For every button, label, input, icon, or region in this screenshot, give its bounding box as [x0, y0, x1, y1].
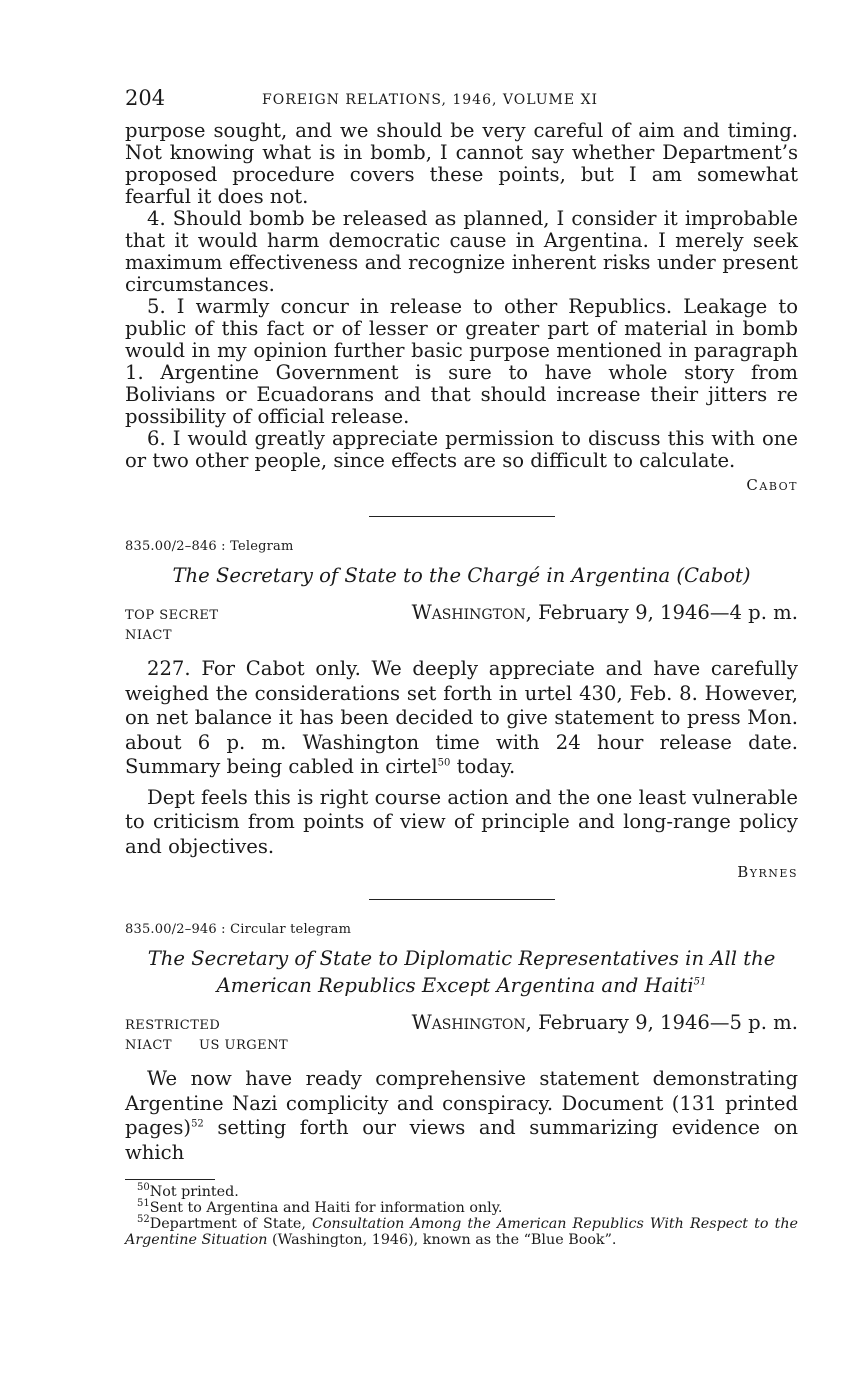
signature-cabot: Cabot	[746, 476, 798, 494]
priority: NIACT US URGENT	[125, 1038, 289, 1053]
paragraph-2: Dept feels this is right course action and the one least vulnerable to criticism from points of view of principle and long-range policy and objectives.	[125, 785, 798, 858]
document-title: The Secretary of State to the Chargé in Argentina (Cabot)	[172, 564, 751, 587]
footnote-number: 50	[137, 1182, 150, 1194]
document-title-text: The Secretary of State to Diplomatic Representatives in All the American Republics Except Argentina and Haiti	[147, 947, 776, 997]
document-2	[125, 539, 798, 881]
footnote-text: Department of State,	[149, 1216, 312, 1232]
dateline-date: , February 9, 1946—4 p. m.	[525, 601, 798, 624]
paragraph-4: 4. Should bomb be released as planned, I consider it improbable that it would harm democratic cause in Argentina. I merely seek maximum effectiveness and recognize inherent risks under present circumstances.	[125, 207, 798, 296]
footnote-ref-52: 52	[191, 1118, 204, 1130]
dateline-place: Washington	[411, 1011, 526, 1034]
footnote-number: 51	[137, 1198, 150, 1210]
dateline-place: Washington	[411, 601, 526, 624]
paragraph-1-end: setting forth our views and summarizing evidence on which	[125, 1116, 798, 1164]
footnote-50	[125, 1184, 798, 1200]
paragraph-1-text: 227. For Cabot only. We deeply appreciate and have carefully weighed the considerations set forth in urtel 430, Feb. 8. However, on net balance it has been decided to give statement to press Mon. about 6 p. m. Washington time with 24 hour release date. Summary being cabled in cirtel	[125, 657, 798, 778]
file-reference: 835.00/2–946 : Circular telegram	[125, 922, 352, 937]
dateline	[412, 1011, 798, 1034]
document-3	[125, 922, 798, 1165]
paragraph-1-text: We now have ready comprehensive statement demonstrating Argentine Nazi complicity and conspiracy. Document (131 printed pages)	[125, 1067, 798, 1139]
dateline-row	[125, 601, 798, 624]
paragraph-5: 5. I warmly concur in release to other Republics. Leakage to public of this fact or of lesser or greater part of material in bomb would in my opinion further basic purpose mentioned in paragraph 1. Argentine Government is sure to have whole story from Bolivians or Ecuadorans and that should increase their jitters re possibility of official release.	[125, 295, 798, 428]
document-1-continuation	[125, 120, 798, 494]
dateline	[412, 601, 798, 624]
footnotes	[125, 1184, 798, 1248]
classification: RESTRICTED	[125, 1018, 221, 1033]
classification: TOP SECRET	[125, 608, 219, 623]
file-reference: 835.00/2–846 : Telegram	[125, 539, 294, 554]
footnote-ref-51: 51	[693, 976, 707, 988]
section-divider	[369, 899, 555, 900]
dateline-date: , February 9, 1946—5 p. m.	[525, 1011, 798, 1034]
paragraph-1-end: today.	[450, 755, 516, 778]
document-page	[125, 86, 798, 1248]
document-title	[125, 945, 798, 999]
footnote-52	[125, 1216, 798, 1248]
signature-byrnes: Byrnes	[737, 863, 798, 881]
dateline-row	[125, 1011, 798, 1034]
footnote-publication-title: Consultation Among the American Republics With Respect to the Argentine Situation	[125, 1216, 798, 1248]
footnote-number: 52	[137, 1214, 150, 1226]
footnote-51	[125, 1200, 798, 1216]
paragraph-1	[125, 1067, 798, 1165]
page-header	[125, 86, 798, 120]
paragraph-continued: purpose sought, and we should be very careful of aim and timing. Not knowing what is in bomb, I cannot say whether Department’s proposed procedure covers these points, but I am somewhat fearful it does not.	[125, 119, 798, 208]
running-title: FOREIGN RELATIONS, 1946, VOLUME XI	[262, 92, 599, 108]
paragraph-6: 6. I would greatly appreciate permission to discuss this with one or two other people, since effects are so difficult to calculate.	[125, 427, 798, 472]
footnote-divider	[125, 1179, 215, 1180]
section-divider	[369, 516, 555, 517]
footnote-text: Not printed.	[149, 1184, 239, 1200]
paragraph-1	[125, 657, 798, 780]
footnote-text: Sent to Argentina and Haiti for information only.	[149, 1200, 503, 1216]
page-number: 204	[125, 86, 166, 110]
priority: NIACT	[125, 628, 173, 643]
footnote-ref-50: 50	[437, 757, 451, 769]
footnote-text-end: (Washington, 1946), known as the “Blue Book”.	[267, 1232, 617, 1248]
